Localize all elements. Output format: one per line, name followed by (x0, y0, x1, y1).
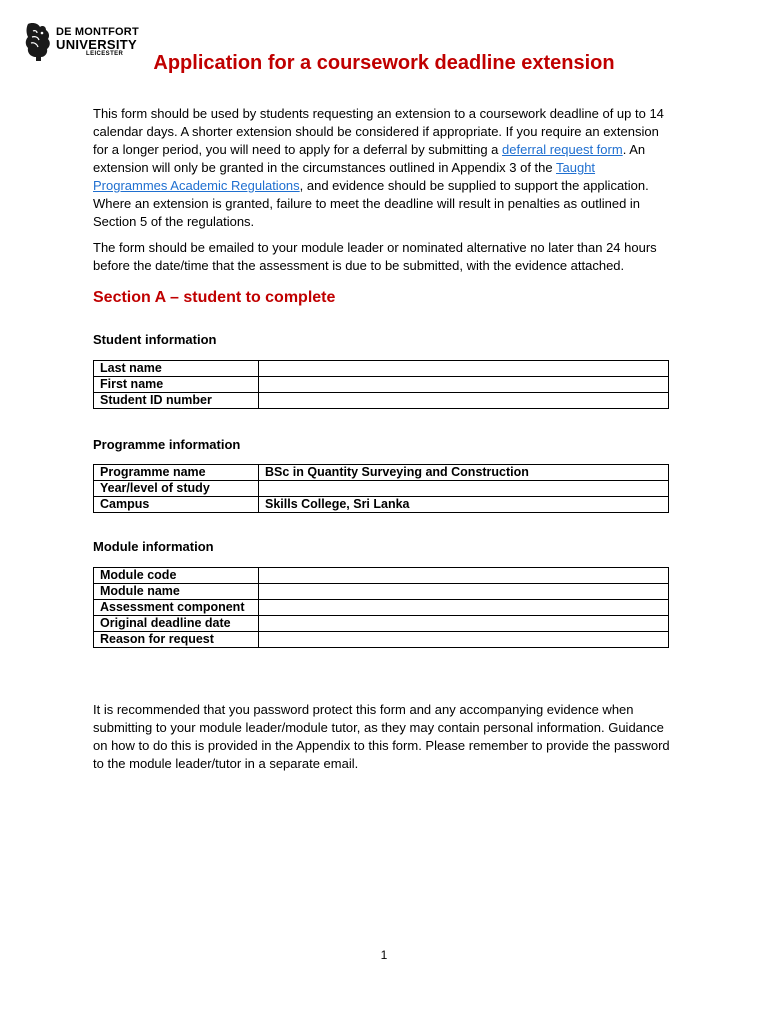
first-name-field[interactable] (259, 377, 669, 393)
deferral-request-form-link[interactable]: deferral request form (502, 142, 623, 157)
field-label: Module code (94, 568, 259, 584)
table-row (94, 377, 669, 393)
field-label: Module name (94, 584, 259, 600)
programme-info-table (93, 464, 669, 513)
reason-for-request-field[interactable] (259, 632, 669, 648)
programme-info-heading: Programme information (93, 437, 241, 452)
student-id-field[interactable] (259, 393, 669, 409)
table-row (94, 632, 669, 648)
logo-line-3: LEICESTER (86, 51, 124, 57)
intro-text-1: This form should be used by students requesting an extension to a coursework deadline of up to 14 calendar days. A shorter extension should be considered if appropriate. If you require an extension for a longer period, you will need to apply for a deferral by submitting a (93, 106, 664, 157)
field-label: Last name (94, 361, 259, 377)
student-info-table (93, 360, 669, 409)
intro-text-3: , and evidence should be supplied to support the application. Where an extension is granted, failure to meet the deadline will result in penalties as outlined in Section 5 of the regulations. (93, 178, 649, 229)
module-code-field[interactable] (259, 568, 669, 584)
field-label: Original deadline date (94, 616, 259, 632)
academic-regulations-link[interactable]: Taught Programmes Academic Regulations (93, 160, 596, 193)
programme-name-field[interactable]: BSc in Quantity Surveying and Construction (259, 465, 669, 481)
table-row (94, 481, 669, 497)
student-info-heading: Student information (93, 332, 217, 347)
module-info-heading: Module information (93, 539, 214, 554)
module-info-table (93, 567, 669, 648)
field-label: Programme name (94, 465, 259, 481)
field-label: First name (94, 377, 259, 393)
table-row (94, 393, 669, 409)
page-number: 1 (380, 948, 388, 962)
logo-line-1: DE MONTFORT (56, 26, 139, 38)
year-level-field[interactable] (259, 481, 669, 497)
table-row (94, 584, 669, 600)
table-row (94, 361, 669, 377)
field-label: Campus (94, 497, 259, 513)
intro-paragraph-1 (93, 105, 673, 231)
assessment-component-field[interactable] (259, 600, 669, 616)
field-label: Assessment component (94, 600, 259, 616)
field-label: Year/level of study (94, 481, 259, 497)
last-name-field[interactable] (259, 361, 669, 377)
table-row (94, 497, 669, 513)
document-body (93, 105, 673, 781)
field-label: Student ID number (94, 393, 259, 409)
module-name-field[interactable] (259, 584, 669, 600)
intro-paragraph-2: The form should be emailed to your module leader or nominated alternative no later than 24 hours before the date/time that the assessment is due to be submitted, with the evidence attached. (93, 240, 657, 273)
campus-field[interactable]: Skills College, Sri Lanka (259, 497, 669, 513)
logo-line-2: UNIVERSITY (56, 37, 138, 52)
page-title: Application for a coursework deadline extension (153, 52, 615, 74)
section-a-heading: Section A – student to complete (93, 289, 336, 306)
intro-text-2: . An extension will only be granted in the circumstances outlined in Appendix 3 of the (93, 142, 646, 175)
table-row (94, 465, 669, 481)
password-note: It is recommended that you password protect this form and any accompanying evidence when submitting to your module leader/module tutor, as they may contain personal information. Guidance on how to do this is provided in the Appendix to this form. Please remember to provide the password to the module leader/tutor in a separate email. (93, 702, 670, 771)
table-row (94, 616, 669, 632)
table-row (94, 600, 669, 616)
table-row (94, 568, 669, 584)
original-deadline-field[interactable] (259, 616, 669, 632)
field-label: Reason for request (94, 632, 259, 648)
